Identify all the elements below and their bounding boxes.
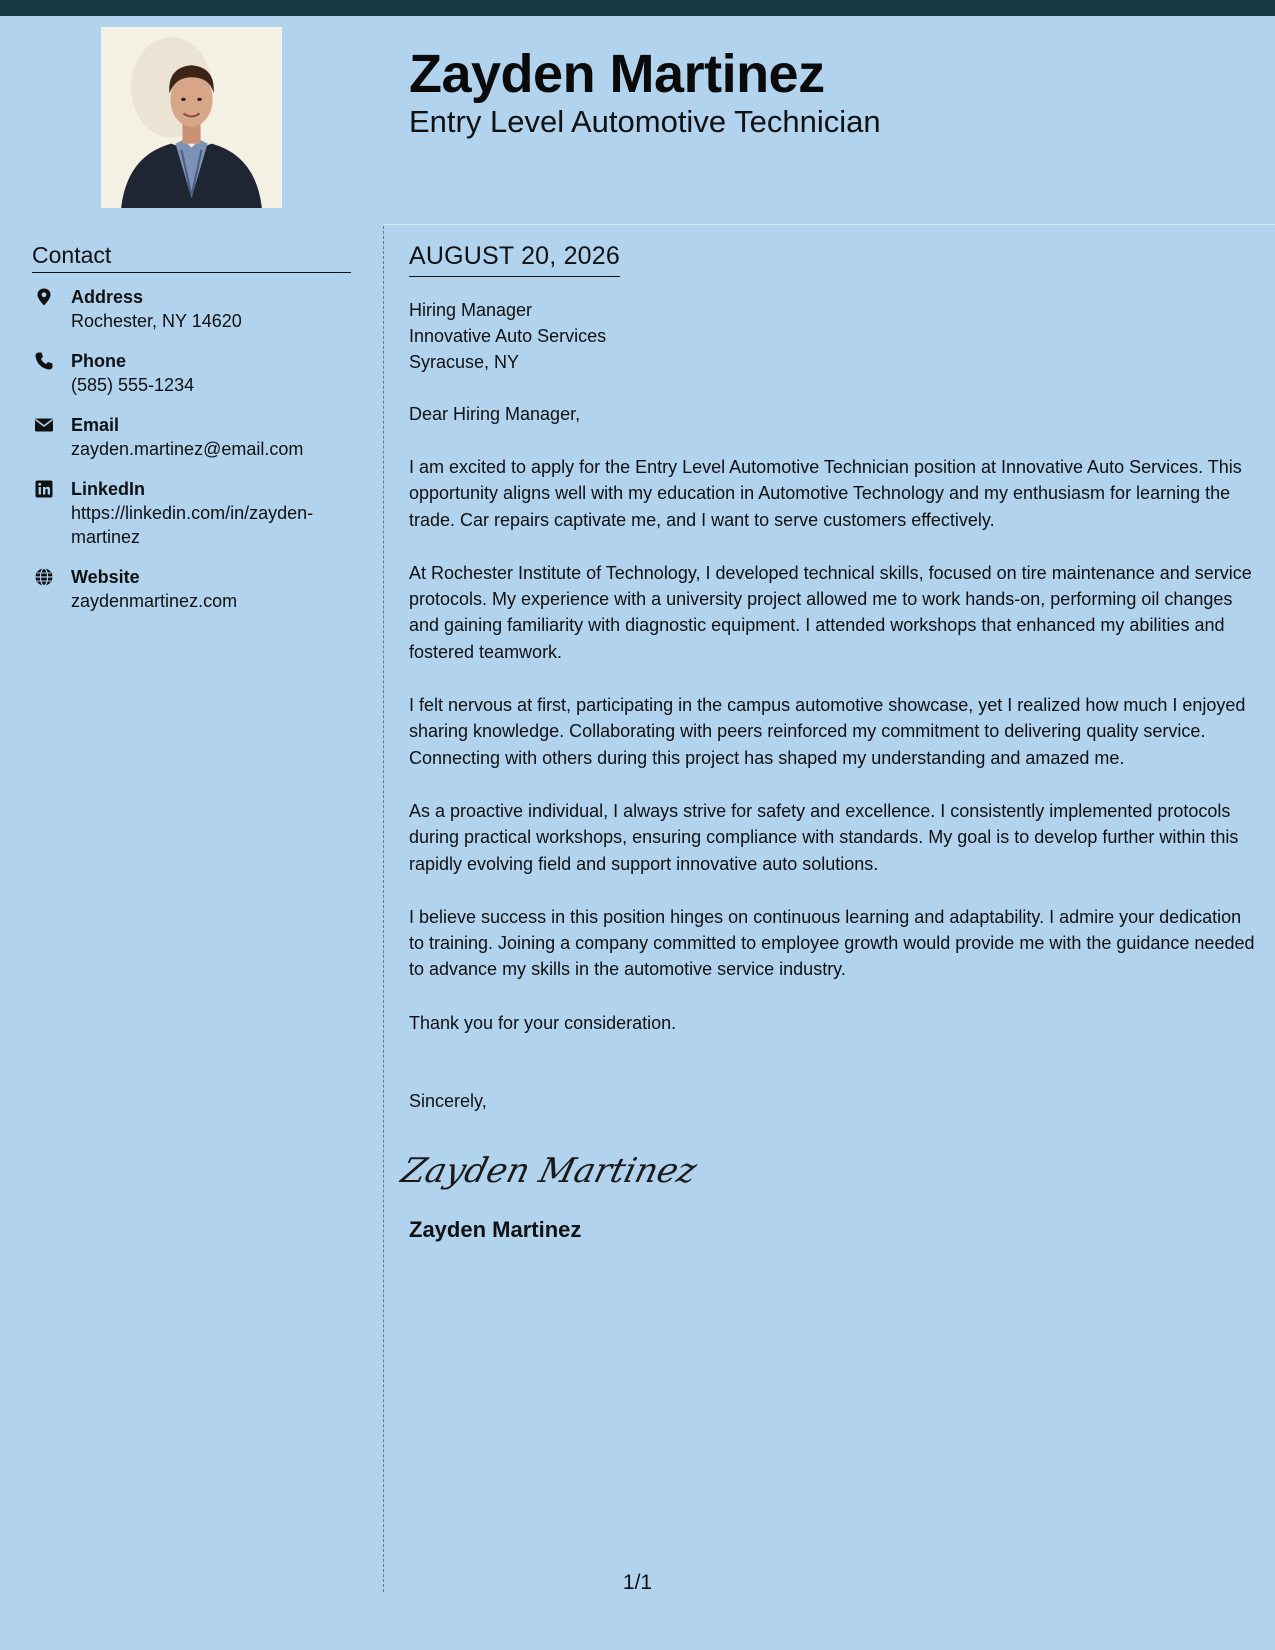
contact-list (32, 285, 352, 629)
body-paragraph: I felt nervous at first, participating in the campus automotive showcase, yet I realized how much I enjoyed sharing knowledge. Collaborating with peers reinforced my commitment to delivering quality service. Connecting with others during this project has shaped my understanding and amazed me. (409, 695, 1246, 768)
contact-website (32, 565, 352, 613)
contact-value: (585) 555-1234 (71, 375, 195, 395)
body-paragraph: I am excited to apply for the Entry Level Automotive Technician position at Innovative Auto Services. This opportunity aligns well with my education in Automotive Technology and my enthusiasm for learning the trade. Car repairs captivate me, and I want to serve customers effectively. (409, 457, 1242, 530)
job-title: Entry Level Automotive Technician (409, 104, 881, 139)
body-paragraph: As a proactive individual, I always strive for safety and excellence. I consistently implemented protocols during practical workshops, ensuring compliance with standards. My goal is to develop further within this rapidly evolving field and support innovative auto solutions. (409, 800, 1239, 874)
contact-value: https://linkedin.com/in/zayden-martinez (71, 503, 314, 547)
contact-email (32, 413, 352, 461)
contact-label: Address (71, 287, 144, 307)
page-number: 1/1 (622, 1571, 653, 1594)
body-paragraph: At Rochester Institute of Technology, I developed technical skills, focused on tire maintenance and service protocols. My experience with a university project allowed me to work hands-on, performing oil changes and gaining familiarity with diagnostic equipment. I attended workshops that enhanced my abilities and fostered teamwork. (409, 562, 1252, 662)
recipient-line: Innovative Auto Services (409, 326, 607, 346)
profile-photo-illustration (101, 27, 282, 208)
signature-script: Zayden Martinez (397, 1151, 701, 1191)
letter-date: AUGUST 20, 2026 (409, 240, 620, 277)
body-paragraph: I believe success in this position hinges on continuous learning and adaptability. I admire your dedication to training. Joining a company committed to employee growth would provide me with the guidance needed to advance my skills in the automotive service industry. (409, 906, 1255, 980)
applicant-name: Zayden Martinez (409, 44, 825, 104)
letter-body (397, 240, 1255, 1244)
contact-address (32, 285, 352, 333)
closing: Sincerely, (409, 1091, 487, 1112)
profile-photo (101, 27, 282, 208)
contact-value: zaydenmartinez.com (71, 591, 238, 611)
phone-icon (34, 351, 54, 371)
contact-label: Website (71, 567, 140, 587)
recipient-line: Syracuse, NY (409, 352, 520, 372)
contact-phone (32, 349, 352, 397)
contact-linkedin (32, 477, 352, 549)
recipient-block (409, 297, 1255, 375)
contact-value: Rochester, NY 14620 (71, 311, 242, 331)
contact-label: LinkedIn (71, 479, 146, 499)
contact-label: Email (71, 415, 120, 435)
contact-heading: Contact (32, 240, 351, 273)
handwritten-signature (397, 1144, 1255, 1194)
top-bar (0, 0, 1275, 16)
recipient-line: Hiring Manager (409, 300, 533, 320)
column-divider (383, 226, 384, 1592)
globe-icon (34, 567, 54, 587)
contact-value: zayden.martinez@email.com (71, 439, 304, 459)
header-divider (383, 224, 1275, 225)
envelope-icon (34, 415, 54, 435)
linkedin-icon (34, 479, 54, 499)
signed-name: Zayden Martinez (409, 1217, 582, 1243)
salutation: Dear Hiring Manager, (409, 404, 581, 424)
contact-label: Phone (71, 351, 127, 371)
thank-you-line: Thank you for your consideration. (409, 1012, 677, 1033)
map-pin-icon (34, 287, 54, 307)
